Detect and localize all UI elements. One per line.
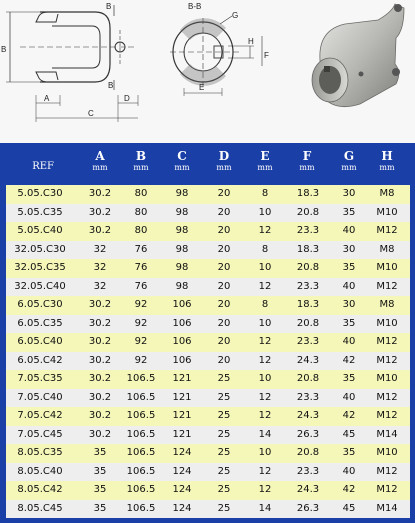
technical-drawing-area xyxy=(0,0,415,143)
cell-ref: 6.05.C40 xyxy=(17,336,63,347)
cell-g: 35 xyxy=(342,447,356,458)
cell-f: 20.8 xyxy=(296,317,320,329)
cell-ref: 5.05.C40 xyxy=(17,225,63,236)
cell-b: 76 xyxy=(134,280,148,292)
cell-d: 25 xyxy=(217,373,231,384)
col-header-a xyxy=(80,149,120,173)
cell-e: 12 xyxy=(258,391,272,403)
cell-ref: 8.05.C35 xyxy=(17,447,63,458)
cell-g: 40 xyxy=(342,391,356,403)
col-header-h xyxy=(367,149,407,173)
cell-d: 20 xyxy=(217,317,231,329)
cell-b: 92 xyxy=(134,336,148,347)
cell-f: 20.8 xyxy=(296,447,320,458)
cell-f: 26.3 xyxy=(296,428,320,440)
cell-b: 92 xyxy=(134,317,148,329)
col-header-a-label: A xyxy=(95,149,105,163)
cell-e: 12 xyxy=(258,484,272,495)
col-header-f-label: F xyxy=(302,149,312,163)
section-label: B-B xyxy=(188,2,202,11)
col-header-d-unit: mm xyxy=(216,163,232,172)
cell-h: M10 xyxy=(376,262,398,273)
cell-d: 25 xyxy=(217,484,231,495)
cell-ref: 7.05.C45 xyxy=(17,428,63,440)
cell-c: 98 xyxy=(175,280,189,292)
cell-e: 10 xyxy=(258,447,272,458)
dim-label-e: E xyxy=(199,83,205,92)
dim-label-d: D xyxy=(124,94,130,103)
cell-g: 42 xyxy=(342,410,356,421)
cell-f: 24.3 xyxy=(296,354,320,366)
cell-a: 30.2 xyxy=(88,428,112,440)
cell-ref: 5.05.C35 xyxy=(17,206,63,218)
cell-d: 20 xyxy=(217,225,231,236)
cell-g: 35 xyxy=(342,206,356,218)
cell-ref: 8.05.C42 xyxy=(17,484,63,495)
col-header-c-label: C xyxy=(177,149,187,163)
table-row xyxy=(6,315,410,334)
cell-g: 30 xyxy=(342,188,356,199)
cell-h: M10 xyxy=(376,206,398,218)
cell-e: 12 xyxy=(258,280,272,292)
cell-a: 30.2 xyxy=(88,336,112,347)
col-header-e-label: E xyxy=(260,149,270,163)
cell-b: 106.5 xyxy=(126,447,156,458)
cell-a: 32 xyxy=(93,280,107,292)
cell-c: 106 xyxy=(172,336,192,347)
cell-d: 20 xyxy=(217,188,231,199)
cell-f: 23.3 xyxy=(296,280,320,292)
cell-e: 12 xyxy=(258,465,272,477)
cell-d: 20 xyxy=(217,262,231,273)
dim-label-b-mid: B xyxy=(108,81,114,90)
cell-h: M12 xyxy=(376,465,398,477)
yoke-photo xyxy=(0,0,415,143)
cell-c: 121 xyxy=(172,391,192,403)
cell-e: 10 xyxy=(258,262,272,273)
cell-d: 25 xyxy=(217,391,231,403)
table-row xyxy=(6,204,410,223)
cell-ref: 6.05.C30 xyxy=(17,299,63,310)
table-row xyxy=(6,463,410,482)
cell-b: 92 xyxy=(134,299,148,310)
cell-c: 106 xyxy=(172,299,192,310)
cell-g: 35 xyxy=(342,317,356,329)
col-header-g-label: G xyxy=(343,149,355,163)
cell-b: 92 xyxy=(134,354,148,366)
cell-e: 8 xyxy=(261,243,269,255)
cell-g: 35 xyxy=(342,373,356,384)
cell-c: 98 xyxy=(175,225,189,236)
cell-ref: 8.05.C40 xyxy=(17,465,63,477)
cell-g: 40 xyxy=(342,225,356,236)
cell-c: 121 xyxy=(172,373,192,384)
cell-d: 20 xyxy=(217,354,231,366)
cell-c: 121 xyxy=(172,410,192,421)
table-row xyxy=(6,222,410,241)
dim-label-h: H xyxy=(248,37,254,46)
table-body xyxy=(6,185,410,518)
cell-ref: 32.05.C30 xyxy=(14,243,66,255)
cell-h: M12 xyxy=(376,484,398,495)
table-header xyxy=(0,143,415,185)
cell-ref: 32.05.C40 xyxy=(14,280,66,292)
col-header-e-unit: mm xyxy=(257,163,273,172)
cell-b: 76 xyxy=(134,262,148,273)
spec-table xyxy=(0,143,415,523)
cell-d: 25 xyxy=(217,465,231,477)
cell-d: 20 xyxy=(217,280,231,292)
cell-ref: 7.05.C40 xyxy=(17,391,63,403)
table-row xyxy=(6,426,410,445)
cell-c: 98 xyxy=(175,262,189,273)
cell-ref: 5.05.C30 xyxy=(17,188,63,199)
cell-h: M12 xyxy=(376,410,398,421)
cell-h: M10 xyxy=(376,317,398,329)
cell-e: 14 xyxy=(258,502,272,514)
cell-h: M14 xyxy=(376,428,398,440)
cell-ref: 8.05.C45 xyxy=(17,502,63,514)
col-header-c-unit: mm xyxy=(174,163,190,172)
col-header-h-label: H xyxy=(381,149,393,163)
cell-g: 45 xyxy=(342,428,356,440)
dim-label-c: C xyxy=(88,109,94,118)
cell-f: 23.3 xyxy=(296,225,320,236)
cell-a: 30.2 xyxy=(88,225,112,236)
cell-e: 10 xyxy=(258,373,272,384)
cell-b: 76 xyxy=(134,243,148,255)
cell-f: 20.8 xyxy=(296,373,320,384)
table-row xyxy=(6,370,410,389)
cell-f: 18.3 xyxy=(296,188,320,199)
cell-b: 106.5 xyxy=(126,484,156,495)
cell-a: 30.2 xyxy=(88,373,112,384)
cell-b: 106.5 xyxy=(126,391,156,403)
cell-c: 106 xyxy=(172,354,192,366)
cell-g: 40 xyxy=(342,280,356,292)
cell-g: 40 xyxy=(342,336,356,347)
cell-a: 35 xyxy=(93,465,107,477)
cell-f: 20.8 xyxy=(296,206,320,218)
cell-h: M12 xyxy=(376,391,398,403)
cell-g: 42 xyxy=(342,354,356,366)
cell-e: 8 xyxy=(261,188,269,199)
cell-d: 20 xyxy=(217,206,231,218)
cell-ref: 32.05.C35 xyxy=(14,262,66,273)
col-header-d xyxy=(204,149,244,173)
cell-h: M8 xyxy=(379,243,395,255)
cell-c: 124 xyxy=(172,502,192,514)
cell-c: 124 xyxy=(172,465,192,477)
cell-e: 14 xyxy=(258,428,272,440)
cell-a: 35 xyxy=(93,484,107,495)
cell-c: 124 xyxy=(172,447,192,458)
col-header-d-label: D xyxy=(218,149,230,163)
dim-label-g: G xyxy=(232,11,239,20)
cell-h: M12 xyxy=(376,354,398,366)
cell-d: 25 xyxy=(217,447,231,458)
cell-b: 106.5 xyxy=(126,373,156,384)
cell-e: 12 xyxy=(258,354,272,366)
col-header-a-unit: mm xyxy=(92,163,108,172)
cell-h: M12 xyxy=(376,225,398,236)
cell-d: 20 xyxy=(217,299,231,310)
cell-a: 30.2 xyxy=(88,354,112,366)
cell-h: M10 xyxy=(376,373,398,384)
cell-h: M14 xyxy=(376,502,398,514)
dim-label-b-top: B xyxy=(106,2,112,11)
cell-c: 106 xyxy=(172,317,192,329)
cell-b: 106.5 xyxy=(126,502,156,514)
cell-ref: 6.05.C35 xyxy=(17,317,63,329)
cell-e: 10 xyxy=(258,206,272,218)
cell-a: 30.2 xyxy=(88,188,112,199)
cell-f: 23.3 xyxy=(296,465,320,477)
table-row xyxy=(6,444,410,463)
cell-g: 30 xyxy=(342,299,356,310)
cell-f: 26.3 xyxy=(296,502,320,514)
cell-d: 20 xyxy=(217,243,231,255)
dim-label-f: F xyxy=(264,51,269,60)
col-header-b-label: B xyxy=(135,149,147,163)
cell-d: 25 xyxy=(217,428,231,440)
cell-e: 8 xyxy=(261,299,269,310)
cell-d: 25 xyxy=(217,410,231,421)
table-row xyxy=(6,352,410,371)
cell-a: 32 xyxy=(93,243,107,255)
cell-g: 45 xyxy=(342,502,356,514)
cell-g: 42 xyxy=(342,484,356,495)
cell-b: 80 xyxy=(134,188,148,199)
cell-f: 23.3 xyxy=(296,391,320,403)
table-row xyxy=(6,333,410,352)
cell-a: 30.2 xyxy=(88,317,112,329)
cell-ref: 6.05.C42 xyxy=(17,354,63,366)
cell-d: 25 xyxy=(217,502,231,514)
dim-label-a: A xyxy=(44,94,50,103)
cell-f: 23.3 xyxy=(296,336,320,347)
cell-g: 40 xyxy=(342,465,356,477)
cell-h: M8 xyxy=(379,299,395,310)
cell-c: 124 xyxy=(172,484,192,495)
cell-a: 35 xyxy=(93,447,107,458)
cell-b: 106.5 xyxy=(126,410,156,421)
cell-b: 106.5 xyxy=(126,428,156,440)
col-header-e xyxy=(245,149,285,173)
cell-c: 98 xyxy=(175,243,189,255)
col-header-b xyxy=(121,149,161,173)
cell-ref: 7.05.C35 xyxy=(17,373,63,384)
cell-ref: 7.05.C42 xyxy=(17,410,63,421)
cell-a: 30.2 xyxy=(88,391,112,403)
cell-f: 20.8 xyxy=(296,262,320,273)
col-header-g-unit: mm xyxy=(341,163,357,172)
cell-h: M8 xyxy=(379,188,395,199)
table-row xyxy=(6,259,410,278)
cell-e: 12 xyxy=(258,225,272,236)
cell-c: 98 xyxy=(175,206,189,218)
table-row xyxy=(6,500,410,519)
col-header-ref: REF xyxy=(32,161,54,172)
dim-label-b-left: B xyxy=(1,45,7,54)
table-row xyxy=(6,241,410,260)
cell-g: 35 xyxy=(342,262,356,273)
col-header-b-unit: mm xyxy=(133,163,149,172)
cell-a: 30.2 xyxy=(88,299,112,310)
cell-a: 30.2 xyxy=(88,206,112,218)
cell-b: 106.5 xyxy=(126,465,156,477)
cell-g: 30 xyxy=(342,243,356,255)
table-row xyxy=(6,296,410,315)
cell-h: M12 xyxy=(376,336,398,347)
cell-f: 18.3 xyxy=(296,299,320,310)
cell-f: 18.3 xyxy=(296,243,320,255)
cell-e: 10 xyxy=(258,317,272,329)
col-header-c xyxy=(162,149,202,173)
col-header-f xyxy=(287,149,327,173)
cell-f: 24.3 xyxy=(296,410,320,421)
table-row xyxy=(6,278,410,297)
col-header-h-unit: mm xyxy=(379,163,395,172)
table-row xyxy=(6,389,410,408)
cell-h: M12 xyxy=(376,280,398,292)
cell-d: 20 xyxy=(217,336,231,347)
cell-f: 24.3 xyxy=(296,484,320,495)
cell-c: 121 xyxy=(172,428,192,440)
col-header-g xyxy=(329,149,369,173)
cell-e: 12 xyxy=(258,336,272,347)
table-row xyxy=(6,185,410,204)
cell-a: 30.2 xyxy=(88,410,112,421)
cell-b: 80 xyxy=(134,206,148,218)
col-header-f-unit: mm xyxy=(299,163,315,172)
cell-a: 32 xyxy=(93,262,107,273)
cell-c: 98 xyxy=(175,188,189,199)
table-row xyxy=(6,407,410,426)
table-row xyxy=(6,481,410,500)
cell-h: M10 xyxy=(376,447,398,458)
cell-e: 12 xyxy=(258,410,272,421)
cell-a: 35 xyxy=(93,502,107,514)
cell-b: 80 xyxy=(134,225,148,236)
